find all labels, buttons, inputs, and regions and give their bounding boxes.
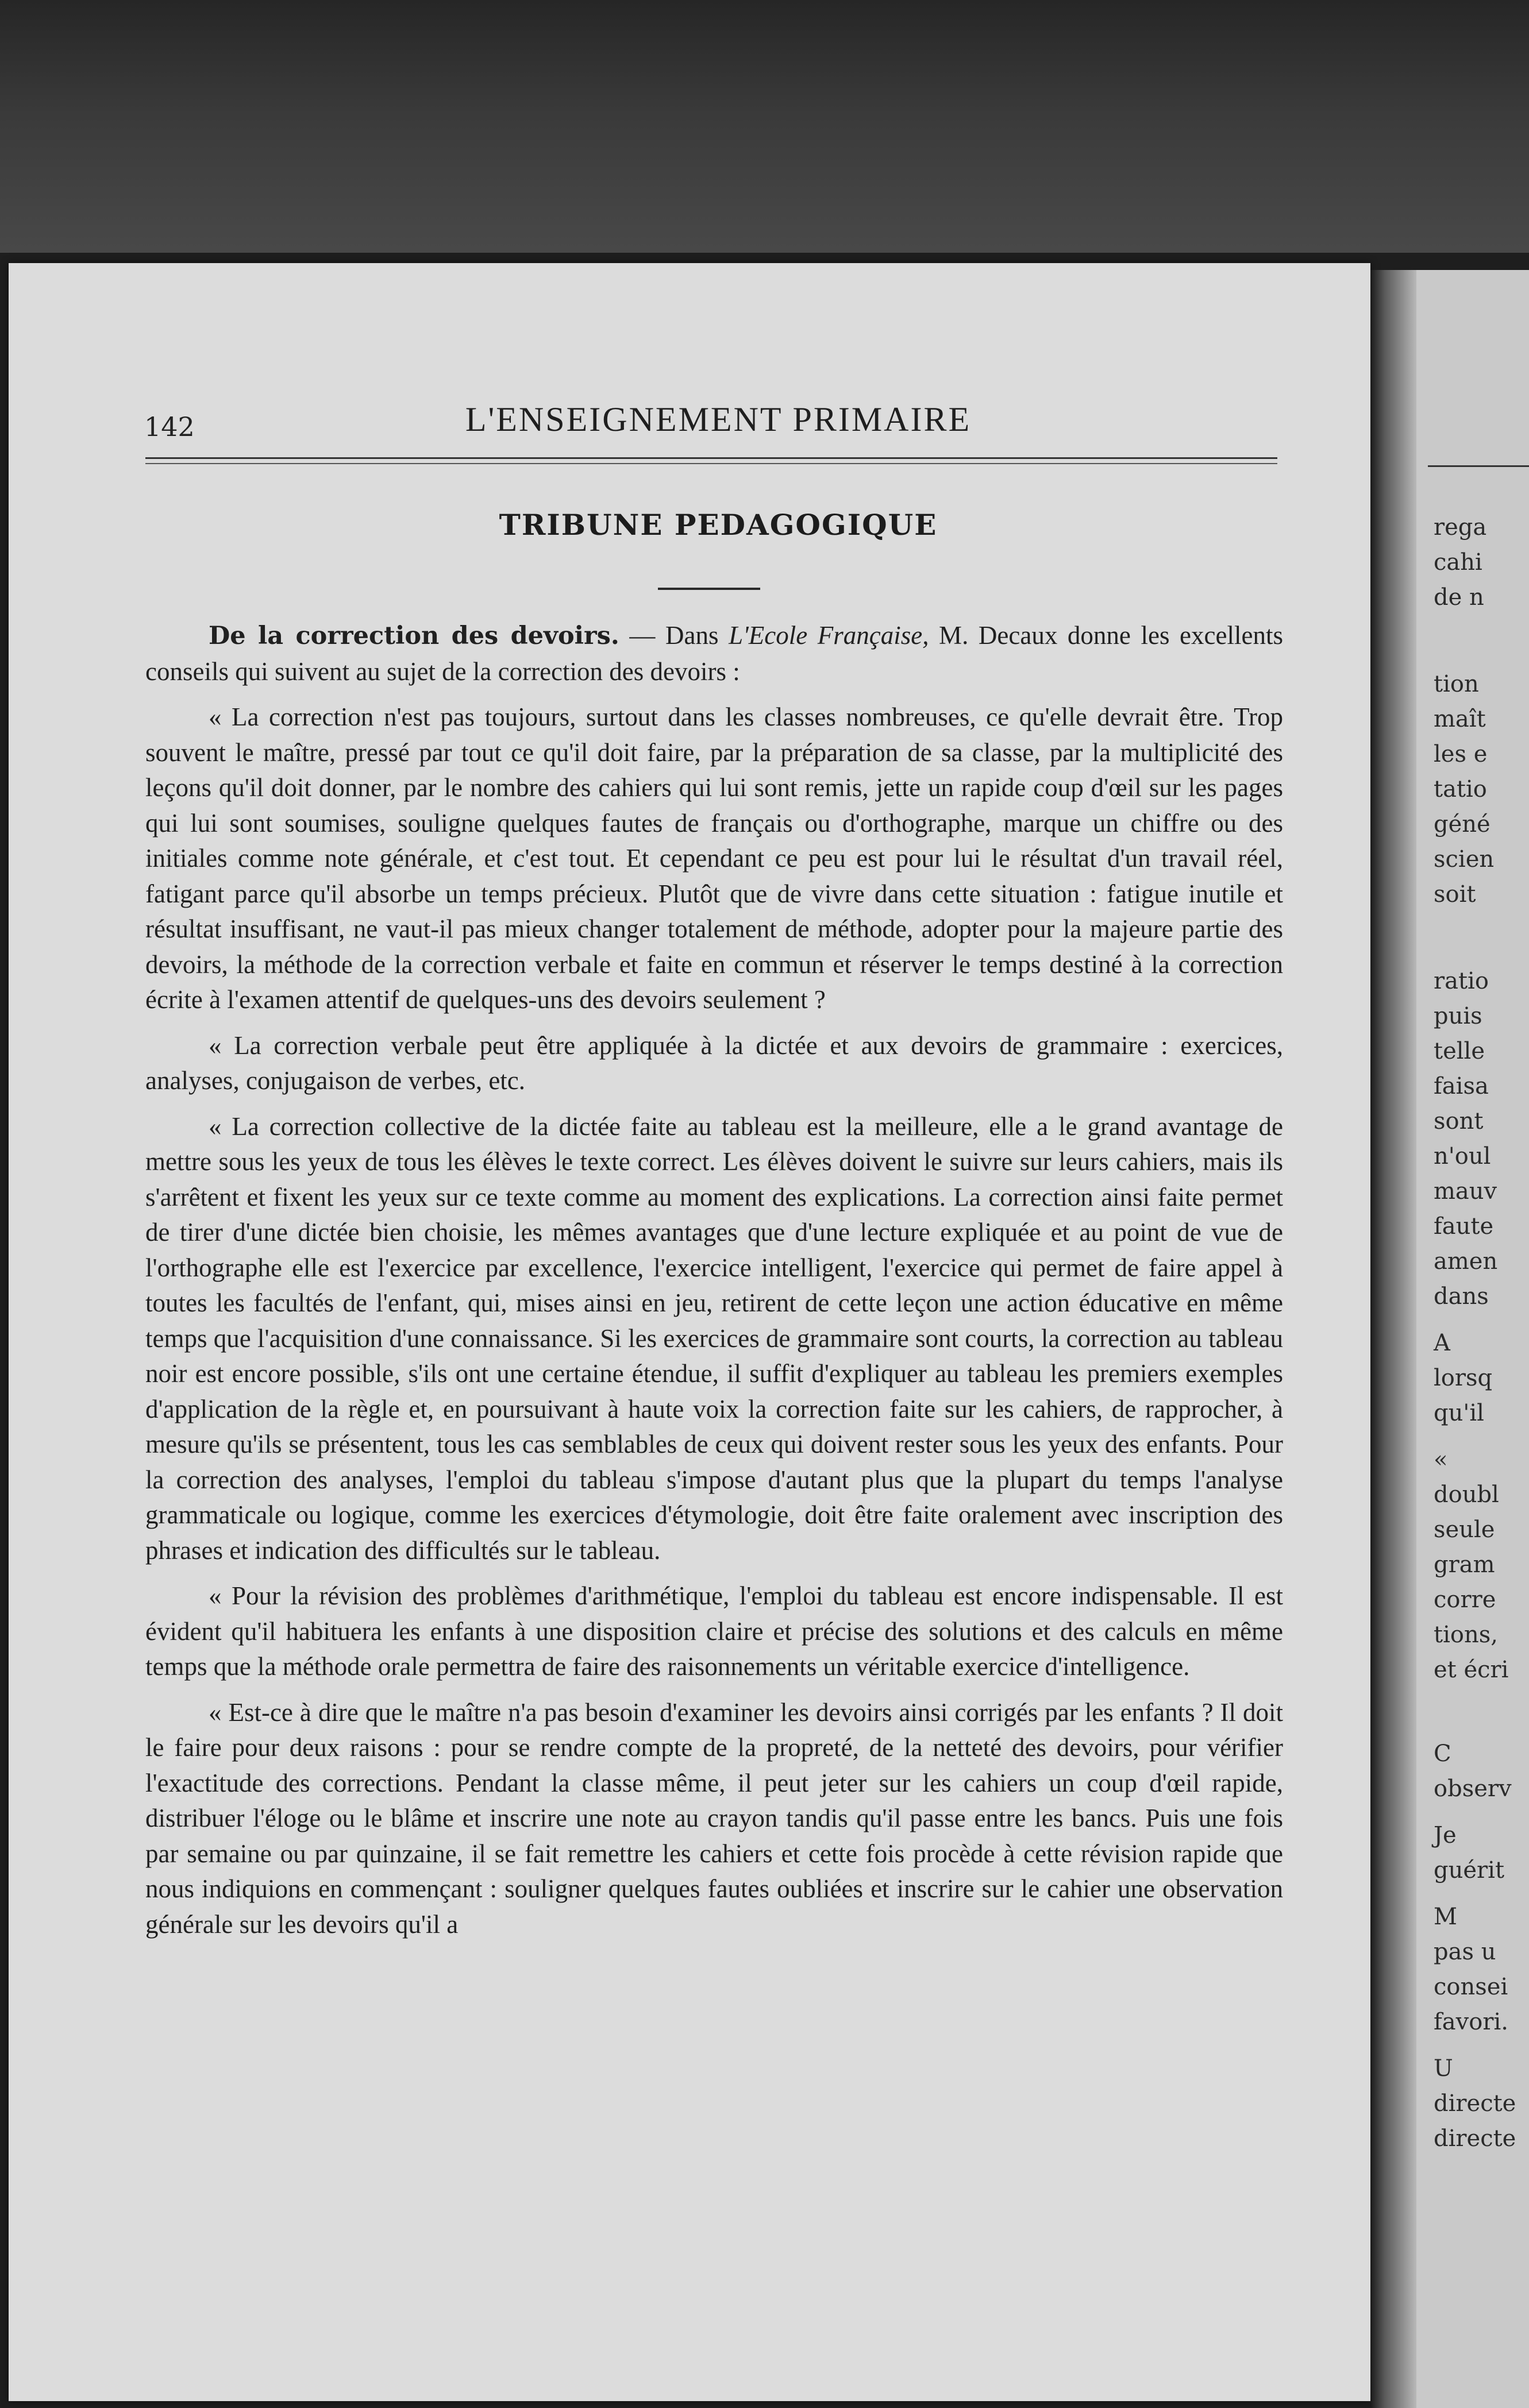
facing-fragment: de n (1434, 584, 1484, 611)
facing-fragment: pas u (1434, 1939, 1496, 1965)
page (9, 263, 1370, 2401)
intro-text-after: M. Decaux donne les excellents conseils qui suivent au sujet de la correction des devoirs : (145, 621, 1283, 686)
facing-fragment: géné (1434, 811, 1491, 838)
facing-fragment: cahi (1434, 549, 1482, 576)
source-title: L'Ecole Française, (729, 621, 929, 650)
facing-fragment: faisa (1434, 1073, 1489, 1099)
facing-fragment: C (1434, 1741, 1451, 1767)
intro-paragraph (145, 618, 1283, 689)
facing-fragment: corre (1434, 1587, 1496, 1613)
facing-fragment: sont (1434, 1108, 1484, 1134)
facing-fragment: « (1434, 1446, 1448, 1473)
facing-fragment: directe (1434, 2090, 1516, 2117)
header-rule (145, 457, 1277, 459)
paragraph: « La correction collective de la dictée faite au tableau est la meilleure, elle a le grand avantage de mettre sous les yeux de tous les élèves le texte correct. Les élèves doivent le suivre sur leurs cahiers, mais ils s'arrêtent et fixent les yeux sur ce texte comme au moment des explications. La correction ainsi faite permet de tirer d'une dictée bien choisie, les mêmes avantages que d'une lecture expliquée et au point de vue de l'orthographe elle est l'exercice par excellence, l'exercice intelligent, l'exercice qui permet de faire appel à toutes les facultés de l'enfant, qui, mises ainsi en jeu, retirent de cette leçon une action éducative en même temps que l'acquisition d'une connaissance. Si les exercices de grammaire sont courts, la correction au tableau noir est encore possible, s'ils ont une certaine étendue, il suffit d'expliquer au tableau les premiers exemples d'application de la règle et, en poursuivant à haute voix la correction faite sur les cahiers, de rapprocher, à mesure qu'ils se présentent, tous les cas semblables de ceux qui doivent rester sous les yeux des enfants. Pour la correction des analyses, l'emploi du tableau s'impose d'autant plus que la plupart du temps l'analyse grammaticale ou logique, comme les exercices d'étymologie, doit être faite oralement avec inscription des phrases et indication des difficultés sur le tableau. (145, 1112, 1283, 1565)
facing-fragment: et écri (1434, 1657, 1509, 1683)
facing-fragment: dans (1434, 1283, 1489, 1310)
facing-fragment: scien (1434, 846, 1495, 873)
paragraph: « Est-ce à dire que le maître n'a pas besoin d'examiner les devoirs ainsi corrigés par les enfants ? Il doit le faire pour deux raisons : pour se rendre compte de la propreté, de la netteté des devoirs, pour vérifier l'exactitude des corrections. Pendant la classe même, il peut jeter sur les cahiers un coup d'œil rapide, distribuer l'éloge ou le blâme et inscrire une note au crayon tandis qu'il passe entre les bancs. Puis une fois par semaine ou par quinzaine, il se fait remettre les cahiers et cette fois procède à cette révision rapide que nous indiquions en commençant : souligner quelques fautes oubliées et inscrire sur le cahier une observation générale sur les devoirs qu'il a (145, 1697, 1283, 1939)
facing-page-rule (1428, 465, 1529, 467)
facing-fragment: M (1434, 1904, 1457, 1930)
facing-fragment: telle (1434, 1038, 1485, 1064)
facing-fragment: consei (1434, 1974, 1508, 2000)
facing-fragment: faute (1434, 1213, 1494, 1240)
facing-fragment: tatio (1434, 776, 1487, 802)
facing-fragment: mauv (1434, 1178, 1497, 1205)
title-divider (658, 588, 760, 590)
facing-fragment: amen (1434, 1248, 1498, 1275)
facing-fragment: guérit (1434, 1857, 1505, 1884)
facing-fragment: A (1434, 1330, 1450, 1356)
facing-fragment: lorsq (1434, 1365, 1493, 1391)
article-body (145, 618, 1283, 1952)
intro-text-before: — Dans (619, 621, 729, 650)
facing-fragment: favori. (1434, 2009, 1508, 2035)
facing-fragment: puis (1434, 1003, 1482, 1029)
paragraph: « Pour la révision des problèmes d'arithmétique, l'emploi du tableau est encore indispensable. Il est évident qu'il habituera les enfants à une disposition claire et précise des solutions et des calculs en même temps que la méthode orale permettra de faire des raisonnements un véritable exercice d'intelligence. (145, 1581, 1283, 1681)
facing-fragment: U (1434, 2055, 1453, 2082)
paragraph: « La correction verbale peut être appliquée à la dictée et aux devoirs de grammaire : exercices, analyses, conjugaison de verbes, etc. (145, 1031, 1283, 1095)
lead-heading: De la correction des devoirs. (209, 622, 619, 650)
facing-fragment: maît (1434, 706, 1486, 732)
running-title: L'ENSEIGNEMENT PRIMAIRE (465, 400, 972, 438)
facing-fragment: observ (1434, 1776, 1512, 1802)
header-rule-secondary (145, 463, 1277, 464)
facing-fragment: ratio (1434, 968, 1489, 994)
facing-page (1416, 270, 1529, 2408)
facing-fragment: qu'il (1434, 1400, 1484, 1426)
facing-fragment: tions, (1434, 1622, 1498, 1648)
facing-fragment: les e (1434, 741, 1488, 767)
facing-fragment: n'oul (1434, 1143, 1491, 1170)
section-title: TRIBUNE PEDAGOGIQUE (499, 508, 938, 542)
binding-shadow (1370, 270, 1416, 2408)
page-number: 142 (144, 411, 195, 442)
facing-fragment: soit (1434, 881, 1476, 908)
facing-fragment: tion (1434, 671, 1479, 697)
facing-fragment: doubl (1434, 1481, 1499, 1508)
facing-fragment: seule (1434, 1516, 1495, 1543)
facing-fragment: directe (1434, 2125, 1516, 2152)
facing-fragment: gram (1434, 1552, 1495, 1578)
paragraph: « La correction n'est pas toujours, surtout dans les classes nombreuses, ce qu'elle devrait être. Trop souvent le maître, pressé par tout ce qu'il doit faire, par la préparation de sa classe, par la multiplicité des leçons qu'il doit donner, par le nombre des cahiers qui lui sont remis, jette un rapide coup d'œil sur les pages qui lui sont soumises, souligne quelques fautes de français ou d'orthographe, marque un chiffre ou des initiales comme note générale, et c'est tout. Et cependant ce peu est pour lui le résultat d'un travail réel, fatigant parce qu'il absorbe un temps précieux. Plutôt que de vivre dans cette situation : fatigue inutile et résultat insuffisant, ne vaut-il pas mieux changer totalement de méthode, adopter pour la majeure partie des devoirs, la méthode de la correction verbale et faite en commun et réserver le temps destiné à la correction écrite à l'examen attentif de quelques-uns des devoirs seulement ? (145, 703, 1283, 1014)
facing-fragment: Je (1434, 1822, 1457, 1849)
facing-fragment: rega (1434, 514, 1487, 541)
